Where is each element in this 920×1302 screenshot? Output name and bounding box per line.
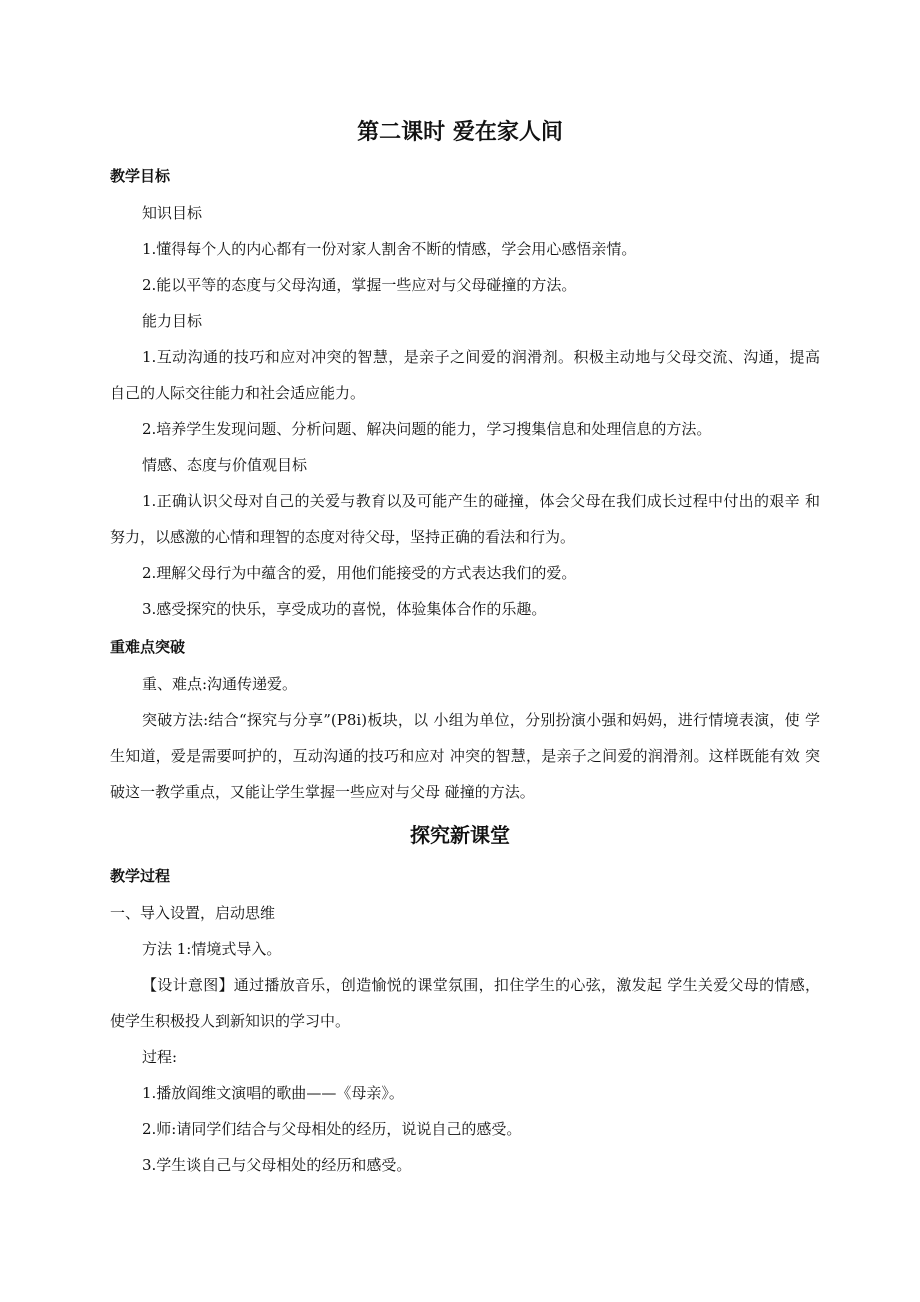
knowledge-goal-item-2: 2.能以平等的态度与父母沟通，掌握一些应对与父母碰撞的方法。	[142, 276, 577, 294]
knowledge-goal-label: 知识目标	[142, 204, 203, 222]
process-step-1-title: 一、导入设置，启动思维	[110, 904, 276, 922]
emotion-goal-label: 情感、态度与价值观目标	[142, 456, 308, 474]
section-heading-teaching-process: 教学过程	[110, 867, 171, 885]
ability-goal-item-1: 1.互动沟通的技巧和应对冲突的智慧，是亲子之间爱的润滑剂。积极主动地与父母交流、沟通，提高 自己的人际交往能力和社会适应能力。	[110, 348, 820, 402]
method-1-text: 方法 1:情境式导入。	[142, 940, 282, 958]
process-item-3: 3.学生谈自己与父母相处的经历和感受。	[142, 1156, 412, 1174]
design-intent-text: 【设计意图】通过播放音乐，创造愉悦的课堂氛围，扣住学生的心弦，激发起 学生关爱父母的情感，使学生积极投人到新知识的学习中。	[110, 976, 820, 1030]
section-subtitle: 探究新课堂	[410, 823, 510, 847]
breakthrough-method-text: 突破方法:结合“探究与分享”(P8i)板块，以 小组为单位，分别扮演小强和妈妈，进行情境表演，使 学生知道，爱是需要呵护的，互动沟通的技巧和应对 冲突的智慧，是亲子之间爱的润滑剂。这样既能有效 突破这一教学重点，又能让学生掌握一些应对与父母 碰撞的方法。	[110, 711, 820, 801]
ability-goal-item-2: 2.培养学生发现问题、分析问题、解决问题的能力，学习搜集信息和处理信息的方法。	[142, 420, 712, 438]
process-label: 过程:	[142, 1048, 178, 1066]
process-item-2: 2.师:请同学们结合与父母相处的经历，说说自己的感受。	[142, 1120, 522, 1138]
ability-goal-label: 能力目标	[142, 312, 203, 330]
section-heading-teaching-goals: 教学目标	[110, 167, 171, 185]
emotion-goal-item-3: 3.感受探究的快乐，享受成功的喜悦，体验集体合作的乐趣。	[142, 600, 547, 618]
key-difficulty-text: 重、难点:沟通传递爱。	[142, 675, 298, 693]
process-item-1: 1.播放阎维文演唱的歌曲——《母亲》。	[142, 1084, 404, 1102]
page-title: 第二课时 爱在家人间	[357, 120, 563, 145]
emotion-goal-item-2: 2.理解父母行为中蕴含的爱，用他们能接受的方式表达我们的爱。	[142, 564, 577, 582]
emotion-goal-item-1: 1.正确认识父母对自己的关爱与教育以及可能产生的碰撞，体会父母在我们成长过程中付出的艰辛 和努力，以感激的心情和理智的态度对待父母，坚持正确的看法和行为。	[110, 492, 820, 546]
section-heading-key-points: 重难点突破	[110, 638, 186, 656]
knowledge-goal-item-1: 1.懂得每个人的内心都有一份对家人割舍不断的情感，学会用心感悟亲情。	[142, 240, 637, 258]
